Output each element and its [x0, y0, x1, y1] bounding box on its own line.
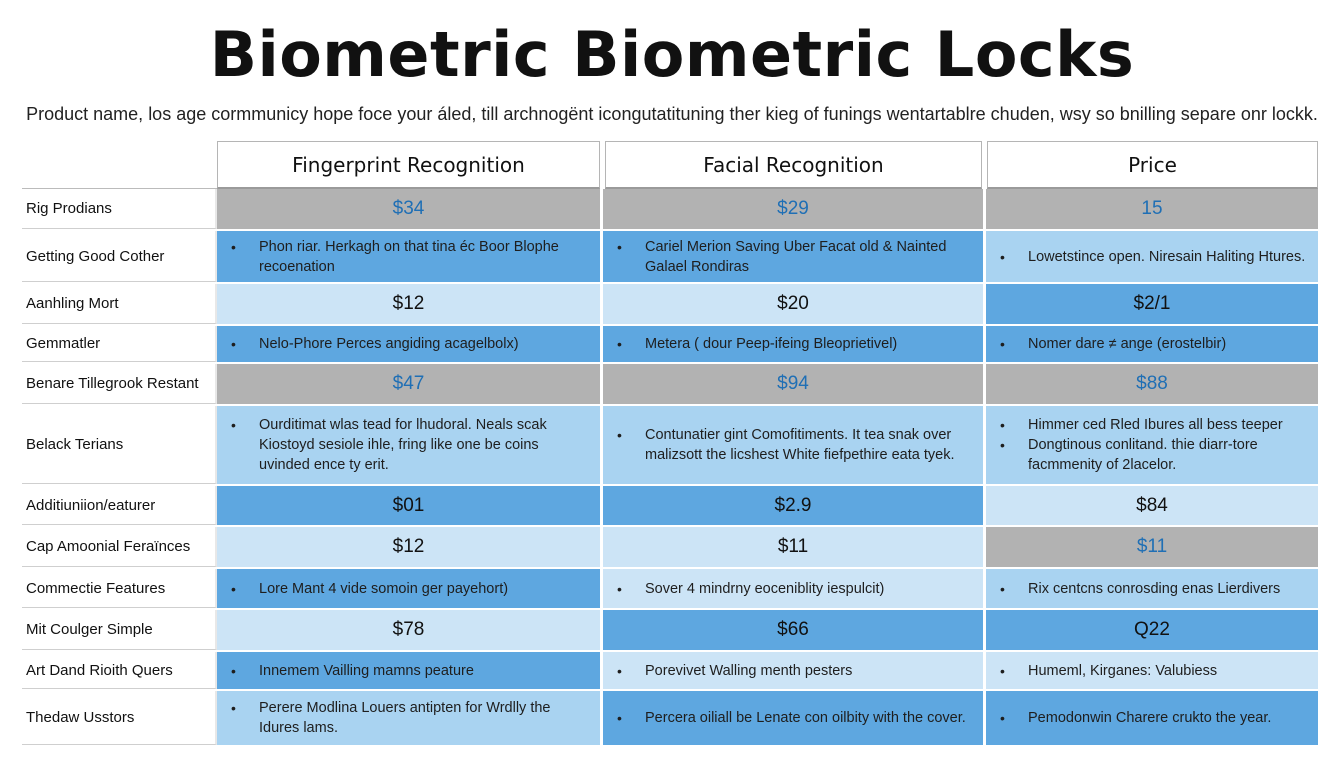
table-header-row [22, 141, 1318, 189]
cell-price: Q22 [986, 610, 1318, 650]
cell-fingerprint [217, 652, 603, 689]
cell-price [986, 652, 1318, 689]
column-header-facial: Facial Recognition [605, 141, 982, 189]
table-row [22, 652, 1318, 691]
cell-fingerprint: $47 [217, 364, 603, 404]
table-row [22, 231, 1318, 284]
cell-price [986, 326, 1318, 362]
cell-facial: $2.9 [603, 486, 986, 525]
bullet-item: • Cariel Merion Saving Uber Facat old & Nainted Galael Rondiras [645, 237, 975, 277]
cell-fingerprint [217, 691, 603, 745]
bullet-list [231, 698, 592, 738]
bullet-item: • Humeml, Kirganes: Valubiess [1028, 661, 1217, 681]
cell-facial [603, 231, 986, 282]
table-row [22, 569, 1318, 610]
bullet-item: • Porevivet Walling menth pesters [645, 661, 852, 681]
bullet-item: • Dongtinous conlitand. thie diarr-tore facmmenity of 2lacelor. [1028, 435, 1310, 475]
bullet-item: • Lore Mant 4 vide somoin ger payehort) [259, 579, 508, 599]
bullet-list [231, 415, 592, 475]
cell-price [986, 231, 1318, 282]
table-row [22, 189, 1318, 231]
row-label: Getting Good Cother [22, 231, 217, 282]
cell-price [986, 691, 1318, 745]
bullet-item: • Himmer ced Rled Ibures all bess teeper [1028, 415, 1310, 435]
cell-facial [603, 652, 986, 689]
bullet-list [617, 425, 975, 465]
table-row [22, 326, 1318, 364]
comparison-table [22, 141, 1318, 747]
table-row [22, 691, 1318, 747]
bullet-item: • Phon riar. Herkagh on that tina éc Boor Blophe recoenation [259, 237, 592, 277]
row-label: Aanhling Mort [22, 284, 217, 324]
table-row [22, 527, 1318, 569]
row-label: Mit Coulger Simple [22, 610, 217, 650]
bullet-list [617, 661, 852, 681]
bullet-item: • Rix centcns conrosding enas Lierdivers [1028, 579, 1280, 599]
row-label: Commectie Features [22, 569, 217, 608]
bullet-list [1000, 247, 1305, 267]
cell-fingerprint [217, 406, 603, 484]
cell-fingerprint [217, 231, 603, 282]
cell-fingerprint: $78 [217, 610, 603, 650]
cell-price: $88 [986, 364, 1318, 404]
bullet-list [231, 334, 519, 354]
bullet-item: • Perere Modlina Louers antipten for Wrdlly the Idures lams. [259, 698, 592, 738]
bullet-item: • Ourditimat wlas tead for lhudoral. Neals scak Kiostoyd sesiole ihle, fring like one be coins uvinded ence ty erit. [259, 415, 592, 475]
cell-facial: $94 [603, 364, 986, 404]
cell-facial: $29 [603, 189, 986, 229]
header-corner [22, 141, 217, 189]
bullet-list [231, 579, 508, 599]
bullet-list [231, 661, 474, 681]
table-row [22, 486, 1318, 527]
cell-facial: $11 [603, 527, 986, 567]
table-row [22, 284, 1318, 326]
bullet-list [1000, 661, 1217, 681]
row-label: Additiuniion/eaturer [22, 486, 217, 525]
table-row [22, 406, 1318, 486]
bullet-list [1000, 415, 1310, 475]
page-title: Biometric Biometric Locks [209, 18, 1135, 91]
bullet-list [1000, 334, 1226, 354]
bullet-item: • Sover 4 mindrny eoceniblity iespulcit) [645, 579, 884, 599]
cell-fingerprint [217, 326, 603, 362]
cell-fingerprint: $01 [217, 486, 603, 525]
cell-facial [603, 691, 986, 745]
table-body [22, 189, 1318, 747]
cell-facial [603, 406, 986, 484]
bullet-list [617, 334, 897, 354]
bullet-item: • Metera ( dour Peep-ifeing Bleoprietivel) [645, 334, 897, 354]
table-row [22, 364, 1318, 406]
page-subtitle: Product name, los age cormmunicy hope foce your áled, till archnogënt icongutatituning ther kieg of funings wentartablre chuden, wsy so bnilling separe onr lockk. [26, 104, 1318, 124]
bullet-item: • Nomer dare ≠ ange (erostelbir) [1028, 334, 1226, 354]
bullet-item: • Lowetstince open. Niresain Haliting Htures. [1028, 247, 1305, 267]
column-header-fingerprint: Fingerprint Recognition [217, 141, 600, 189]
cell-price: 15 [986, 189, 1318, 229]
row-label: Rig Prodians [22, 189, 217, 229]
bullet-item: • Pemodonwin Charere crukto the year. [1028, 708, 1271, 728]
cell-price: $2/1 [986, 284, 1318, 324]
cell-price: $84 [986, 486, 1318, 525]
row-label: Benare Tillegrook Restant [22, 364, 217, 404]
bullet-item: • Nelo-Phore Perces angiding acagelbolx) [259, 334, 519, 354]
row-label: Belack Terians [22, 406, 217, 484]
cell-facial: $20 [603, 284, 986, 324]
bullet-list [231, 237, 592, 277]
row-label: Cap Amoonial Feraïnces [22, 527, 217, 567]
column-header-price: Price [987, 141, 1318, 189]
cell-facial [603, 569, 986, 608]
bullet-list [617, 708, 966, 728]
bullet-list [617, 579, 884, 599]
bullet-item: • Percera oiliall be Lenate con oilbity with the cover. [645, 708, 966, 728]
cell-price: $11 [986, 527, 1318, 567]
bullet-list [617, 237, 975, 277]
table-row [22, 610, 1318, 652]
cell-fingerprint [217, 569, 603, 608]
cell-facial [603, 326, 986, 362]
row-label: Gemmatler [22, 326, 217, 362]
bullet-list [1000, 579, 1280, 599]
cell-facial: $66 [603, 610, 986, 650]
bullet-item: • Innemem Vailling mamns peature [259, 661, 474, 681]
bullet-list [1000, 708, 1271, 728]
cell-price [986, 569, 1318, 608]
bullet-item: • Contunatier gint Comofitiments. It tea snak over malizsott the licshest White fiefpethire eata tyek. [645, 425, 975, 465]
row-label: Thedaw Usstors [22, 691, 217, 745]
cell-price [986, 406, 1318, 484]
cell-fingerprint: $34 [217, 189, 603, 229]
cell-fingerprint: $12 [217, 284, 603, 324]
row-label: Art Dand Rioith Quers [22, 652, 217, 689]
cell-fingerprint: $12 [217, 527, 603, 567]
